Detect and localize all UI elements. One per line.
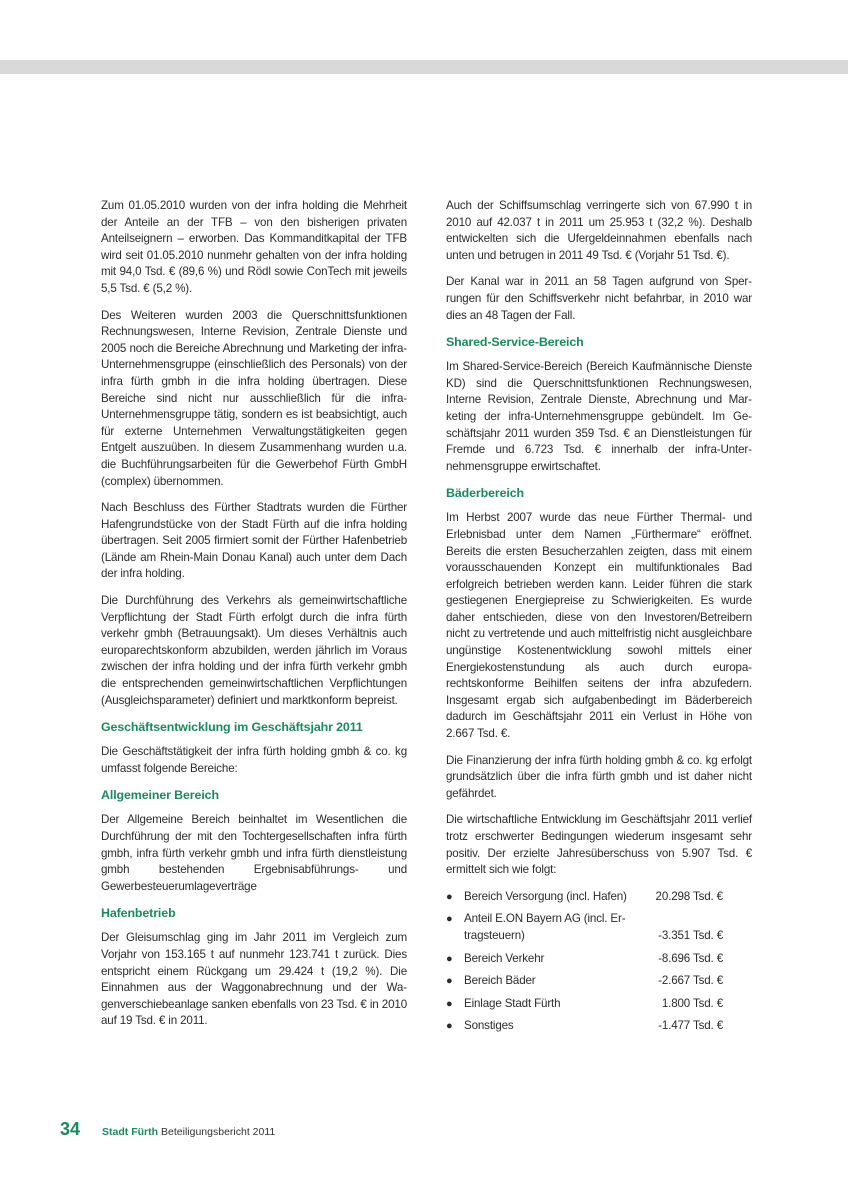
bullet-icon: ● — [446, 1020, 453, 1033]
paragraph-financing: Die Finanzierung der infra fürth holding gmbh & co. kg erfolgt grundsätzlich über die infra fürth gmbh und ist daher nicht gefährdet. — [446, 753, 752, 800]
footer-brand: Stadt Fürth — [102, 1126, 159, 1138]
paragraph-shared-service: Im Shared-Service-Bereich (Bereich Kaufmännische Dienste KD) sind die Querschnittsfunktionen Rechnungswesen, Interne Revision, Zentrale Dienste, Abrechnung und Marketing der infra-Unternehmensgruppe gebündelt. Im Geschäftsjahr 2011 wurden 359 Tsd. € an Dienstleistungen für Fremde und 6.723 Tsd. € innerhalb der infra-Unternehmensgruppe erwirtschaftet. — [446, 360, 752, 473]
item-label: Anteil E.ON Bayern AG (incl. Ertragsteuern) — [464, 912, 626, 942]
item-value: 1.800 Tsd. € — [661, 996, 723, 1010]
heading-business-development: Geschäftsentwicklung im Geschäftsjahr 2011 — [101, 720, 363, 735]
paragraph-tfb-shares: Zum 01.05.2010 wurden von der infra holding die Mehrheit der Anteile an der TFB – von den bisherigen privaten Anteilseignern – erworben. Das Kommanditkapital der TFB wird seit 01.05.2010 nunmehr gehalten von der infra holding mit 94,0 Tsd. € (89,6 %) und Rödl sowie ConTech mit jeweils 5,5 Tsd. € (5,2 %). — [101, 199, 407, 295]
page-number: 34 — [60, 1119, 81, 1139]
paragraph-ship-handling: Auch der Schiffsumschlag verringerte sich von 67.990 t in 2010 auf 42.037 t in 2011 um 25.953 t (32,2 %). Deshalb entwickelten sich die Ufergeldeinnahmen ebenfalls nach unten und betrugen in 2011 49 Tsd. € (Vorjahr 51 Tsd. €). — [446, 199, 752, 262]
item-value: -8.696 Tsd. € — [658, 951, 723, 965]
item-label: Bereich Versorgung (incl. Hafen) — [464, 889, 627, 903]
bullet-icon: ● — [446, 975, 453, 988]
result-breakdown-list — [446, 889, 752, 1035]
paragraph-general-area: Der Allgemeine Bereich beinhaltet im Wesentlichen die Durchführung der mit den Tochtergesellschaften infra fürth gmbh, infra fürth verkehr gmbh und infra fürth dienstleistung gmbh bestehenden Ergebnisabführungs- und Gewerbesteuerumlageverträge — [101, 813, 407, 893]
item-label: Sonstiges — [464, 1019, 514, 1033]
heading-port-operation: Hafenbetrieb — [101, 906, 176, 921]
item-label: Bereich Bäder — [464, 974, 536, 988]
bullet-icon: ● — [446, 997, 453, 1010]
paragraph-transport-obligation: Die Durchführung des Verkehrs als gemeinwirtschaftliche Verpflichtung der Stadt Fürth erfolgt durch die infra fürth verkehr gmbh (Betrauungsakt). Um dieses Verhältnis auch europarechtskonform abzubilden, werden jährlich im Voraus zwischen der infra holding und der infra fürth verkehr gmbh die entsprechenden gemeinwirtschaftlichen Verpflichtungen (Ausgleichsparameter) definiert und marktkonform bepreist. — [101, 594, 407, 707]
list-item — [446, 1018, 752, 1035]
list-item — [446, 951, 752, 968]
heading-general-area: Allgemeiner Bereich — [101, 788, 219, 803]
item-value: -2.667 Tsd. € — [658, 974, 723, 988]
paragraph-annual-result: Die wirtschaftliche Entwicklung im Geschäftsjahr 2011 verlief trotz erschwerter Bedingungen wiederum insgesamt sehr positiv. Der erzielte Jahresüberschuss von 5.907 Tsd. € ermittelt sich wie folgt: — [446, 813, 752, 877]
paragraph-baths: Im Herbst 2007 wurde das neue Fürther Thermal- und Erlebnisbad unter dem Namen „Fürthermare“ eröffnet. Bereits die ersten Besucherzahlen zeigten, dass mit einem vorausschauenden Konzept ein multifunktionales Bad erfolgreich betrieben werden kann. Leider führen die stark gestiegenen Energiepreise zu Schwierigkeiten. Es wurde daher entschieden, diese von den Investoren/Betreibern nicht zu vertretende und auch mittelfristig nicht ausgleichbare ungünstige Kostenentwicklung sowohl mittels einer Energiekostenstundung als auch durch europarechtskonforme Beihilfen seitens der infra abzufedern. Insgesamt ergab sich aufgabenbedingt im Bäderbereich dadurch im Geschäftsjahr 2011 ein Verlust in Höhe von 2.667 Tsd. €. — [446, 511, 752, 741]
paragraph-canal-closure: Der Kanal war in 2011 an 58 Tagen aufgrund von Sperrungen für den Schiffsverkehr nicht befahrbar, in 2010 war dies an 48 Tagen der Fall. — [446, 275, 752, 322]
item-value: -1.477 Tsd. € — [658, 1019, 723, 1033]
footer-report-title: Beteiligungsbericht 2011 — [161, 1126, 276, 1138]
top-decorative-bar — [0, 60, 848, 74]
left-column — [101, 198, 407, 1040]
bullet-icon: ● — [446, 952, 453, 965]
paragraph-cross-functions: Des Weiteren wurden 2003 die Querschnittsfunktionen Rechnungswesen, Interne Revision, Zentrale Dienste und 2005 noch die Bereiche Abrechnung und Marketing der infra-Unternehmensgruppe (einschließlich des Personals) von der infra fürth gmbh in die infra holding übertragen. Diese Bereiche sind nicht nur ausschließlich für die infra-Unternehmensgruppe tätig, sondern es ist beabsichtigt, auch für externe Unternehmen Verwaltungstätigkeiten gegen Entgelt auszuüben. In diesem Zusammenhang wurden u.a. die Buchführungsarbeiten für die Gewerbehof Fürth GmbH (complex) übernommen. — [101, 308, 407, 488]
heading-baths: Bäderbereich — [446, 486, 524, 501]
heading-shared-service: Shared-Service-Bereich — [446, 335, 584, 350]
item-value: 20.298 Tsd. € — [655, 889, 723, 903]
list-item — [446, 889, 752, 906]
item-label: Bereich Verkehr — [464, 951, 545, 965]
list-item — [446, 973, 752, 990]
page-footer — [60, 1119, 275, 1140]
paragraph-business-activity: Die Geschäftstätigkeit der infra fürth holding gmbh & co. kg umfasst folgende Bereiche: — [101, 745, 407, 775]
list-item — [446, 996, 752, 1013]
bullet-icon: ● — [446, 913, 453, 926]
paragraph-port-operation: Der Gleisumschlag ging im Jahr 2011 im Vergleich zum Vorjahr von 153.165 t auf nunmehr 123.741 t zurück. Dies entspricht einem Rückgang um 29.424 t (19,2 %). Die Einnahmen aus der Waggonabrechnung und der Wagenverschiebeanlage sanken ebenfalls von 23 Tsd. € in 2010 auf 19 Tsd. € in 2011. — [101, 931, 407, 1028]
item-value: -3.351 Tsd. € — [658, 928, 723, 942]
paragraph-port-properties: Nach Beschluss des Fürther Stadtrats wurden die Fürther Hafengrundstücke von der Stadt Fürth auf die infra holding übertragen. Seit 2005 firmiert somit der Fürther Hafenbetrieb (Lände am Rhein-Main Donau Kanal) auch unter dem Dach der infra holding. — [101, 501, 407, 581]
list-item — [446, 911, 752, 944]
item-label: Einlage Stadt Fürth — [464, 996, 561, 1010]
right-column — [446, 198, 752, 1041]
bullet-icon: ● — [446, 890, 453, 903]
